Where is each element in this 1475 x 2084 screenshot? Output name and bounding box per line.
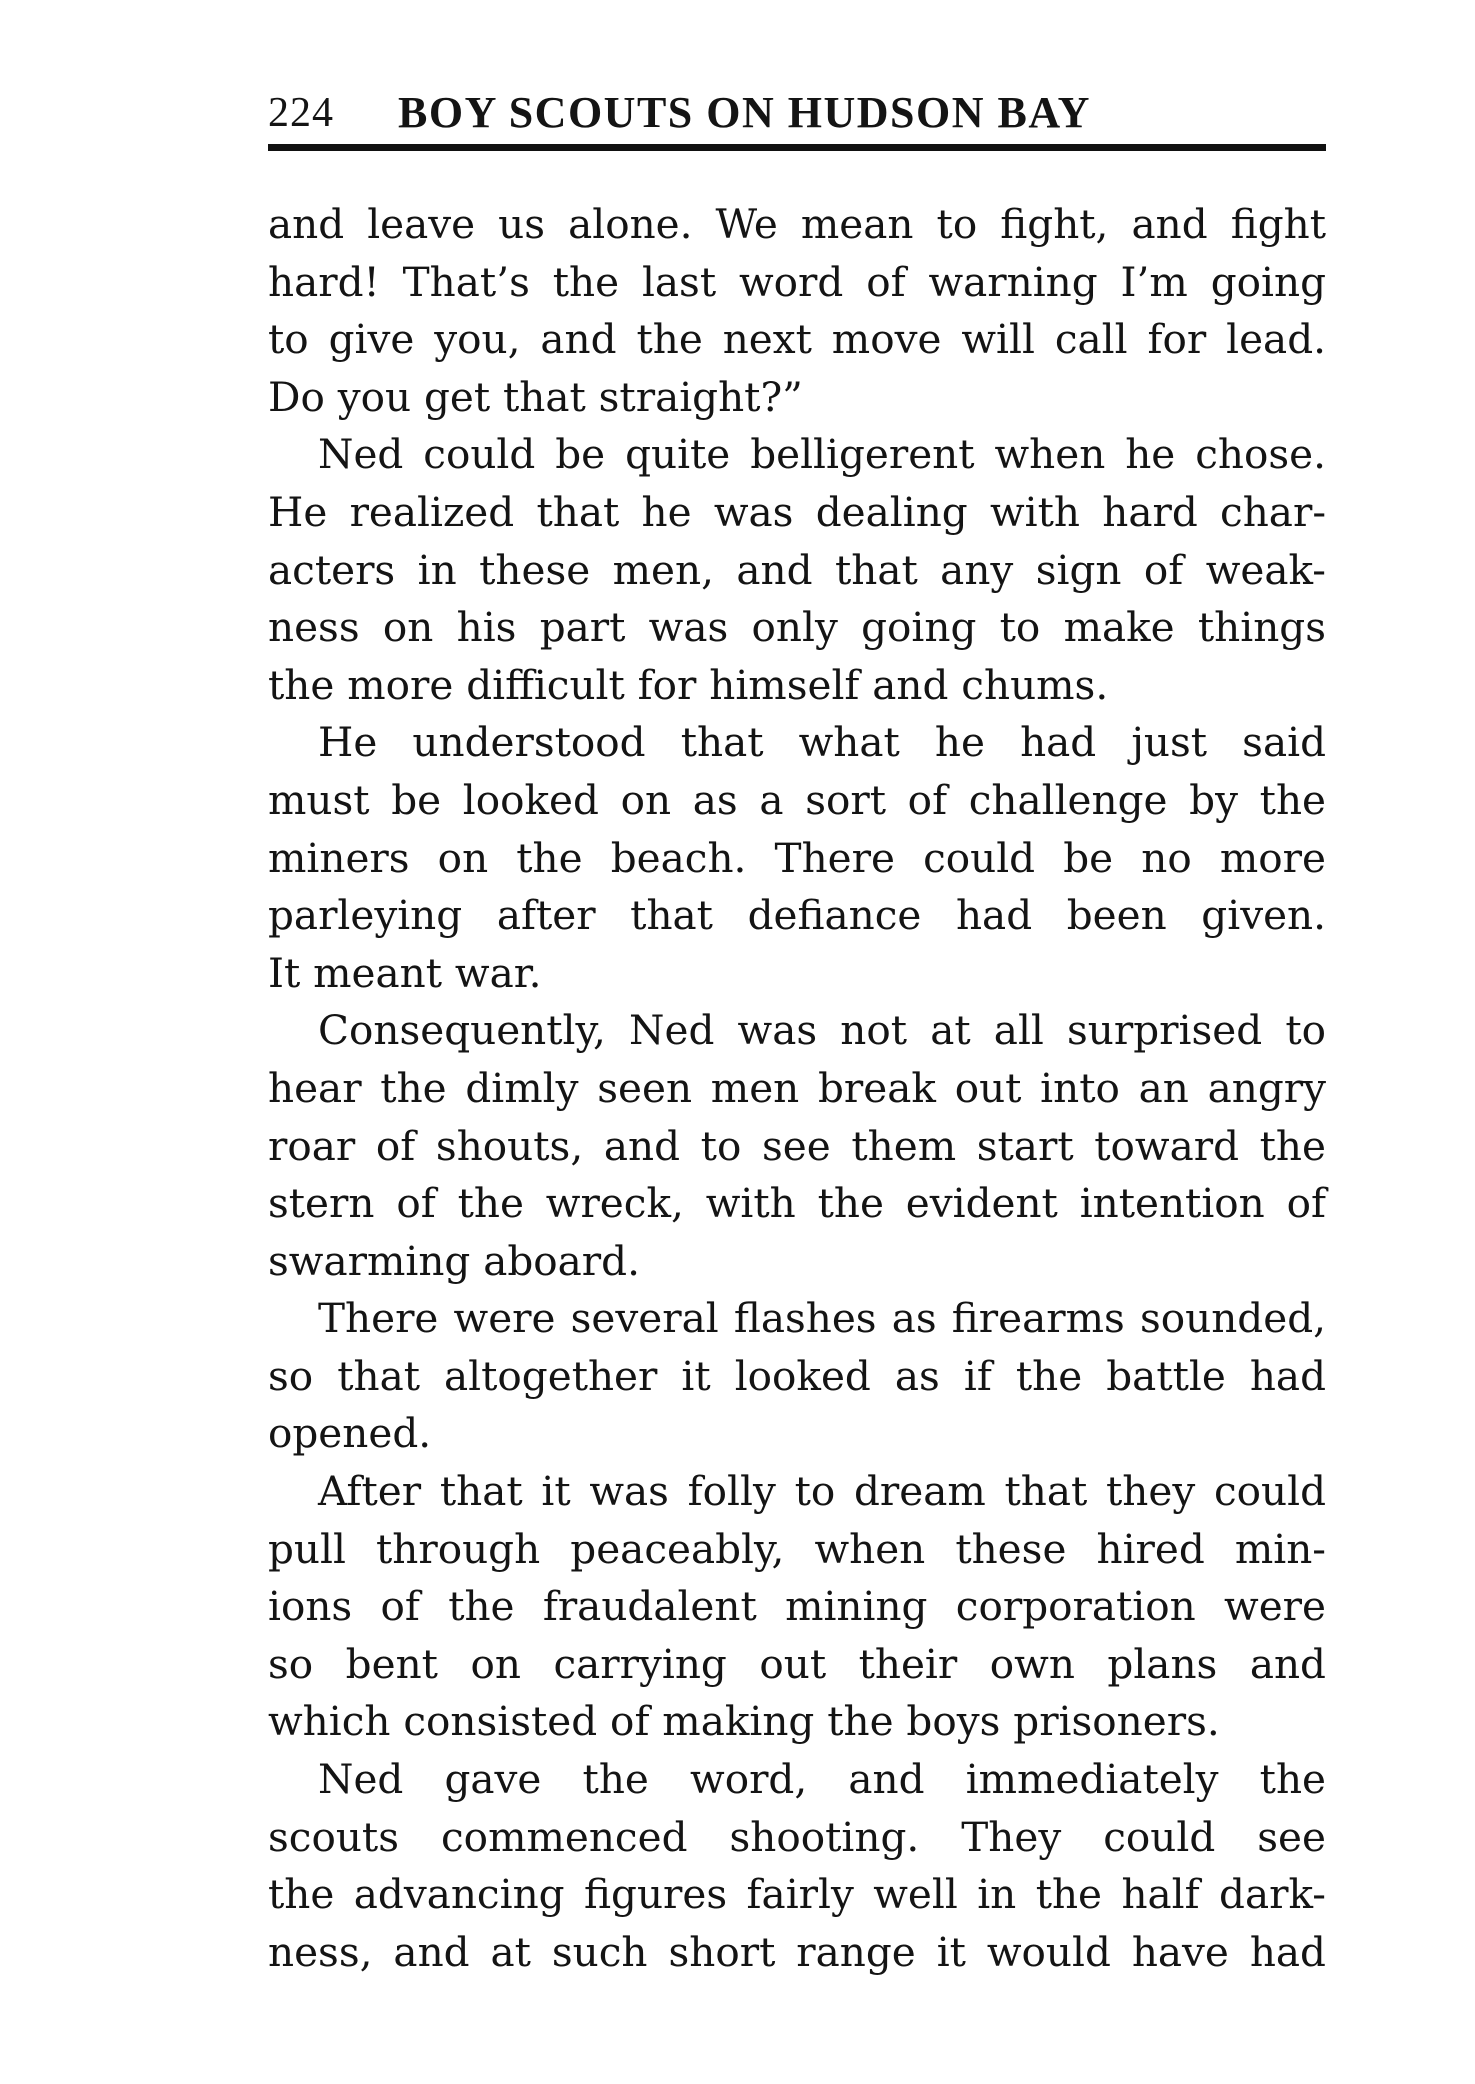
text-line: and leave us alone. We mean to fight, and fight	[268, 200, 1326, 248]
text-line: hear the dimly seen men break out into an angry	[268, 1063, 1326, 1112]
text-line: parleying after that defiance had been given.	[268, 891, 1326, 940]
text-line: ness on his part was only going to make things	[268, 603, 1326, 652]
text-line: acters in these men, and that any sign of weak-	[268, 545, 1326, 594]
text-line: Ned could be quite belligerent when he chose.	[318, 430, 1326, 479]
text-line: pull through peaceably, when these hired min-	[268, 1524, 1326, 1573]
text-line: Do you get that straight?”	[268, 372, 803, 421]
text-line: to give you, and the next move will call for lead.	[268, 315, 1326, 364]
text-line: After that it was folly to dream that they could	[318, 1467, 1326, 1516]
text-line: so that altogether it looked as if the battle had	[268, 1351, 1326, 1400]
text-line: He realized that he was dealing with hard char-	[268, 487, 1326, 536]
text-line: scouts commenced shooting. They could see	[268, 1812, 1326, 1861]
header-rule	[268, 144, 1326, 151]
text-line: which consisted of making the boys prisoners.	[268, 1697, 1220, 1746]
text-line: Consequently, Ned was not at all surprised to	[318, 1006, 1326, 1055]
text-line: the advancing figures fairly well in the half dark-	[268, 1870, 1326, 1919]
text-line: so bent on carrying out their own plans and	[268, 1639, 1326, 1688]
running-head	[268, 84, 1326, 142]
text-line: hard! That’s the last word of warning I’m going	[268, 257, 1326, 306]
text-line: ness, and at such short range it would have had	[268, 1927, 1326, 1976]
text-line: stern of the wreck, with the evident intention of	[268, 1179, 1326, 1228]
text-line: swarming aboard.	[268, 1236, 640, 1285]
text-line: ions of the fraudalent mining corporation were	[268, 1582, 1326, 1631]
text-line: roar of shouts, and to see them start toward the	[268, 1121, 1326, 1170]
text-line: must be looked on as a sort of challenge by the	[268, 775, 1326, 824]
text-line: There were several flashes as firearms sounded,	[318, 1294, 1326, 1343]
running-title: BOY SCOUTS ON HUDSON BAY	[398, 88, 1091, 137]
text-line: He understood that what he had just said	[318, 718, 1326, 767]
text-line: the more difficult for himself and chums.	[268, 660, 1109, 709]
text-line: miners on the beach. There could be no more	[268, 833, 1326, 882]
page-number: 224	[268, 90, 334, 136]
text-line: opened.	[268, 1409, 432, 1458]
text-line: It meant war.	[268, 948, 542, 997]
text-line: Ned gave the word, and immediately the	[318, 1755, 1326, 1804]
body-text	[268, 196, 1326, 1981]
